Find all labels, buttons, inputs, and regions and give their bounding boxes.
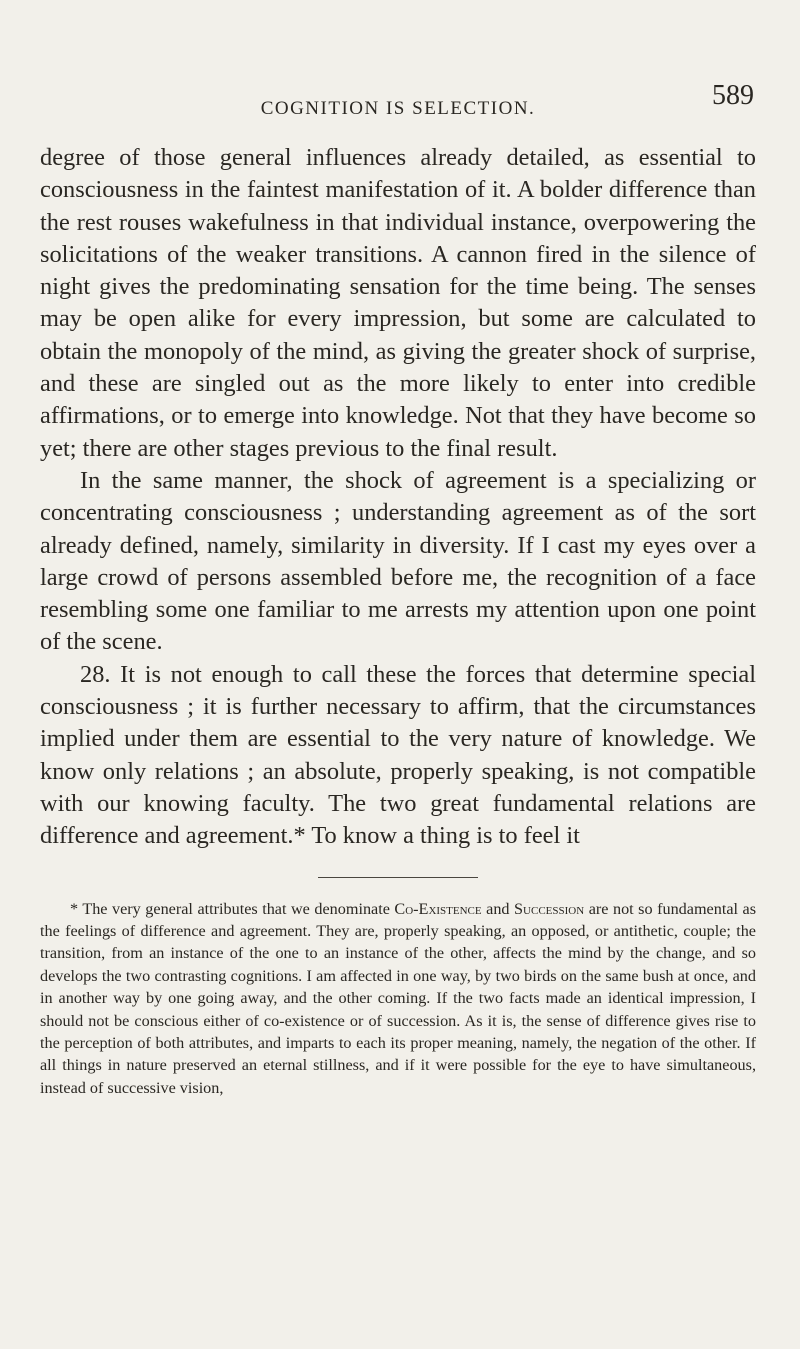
footnote-divider bbox=[318, 877, 478, 878]
footnote-term: Co-Existence bbox=[394, 899, 482, 918]
running-head bbox=[40, 80, 756, 120]
book-page bbox=[40, 80, 756, 1099]
running-title: COGNITION IS SELECTION. bbox=[260, 98, 536, 119]
footnote-connector: and bbox=[481, 899, 515, 918]
footnote-term: Succession bbox=[514, 899, 585, 918]
footnote-body: are not so fundamental as the feelings of difference and agreement. They are, properly speaking, an opposed, or antithetic, couple; the transition, from an instance of the one to an instance of the other, affects the mind by the change, and so develops the two contrasting cognitions. I am affected in one way, by two birds on the same bush at once, and in another way by one going away, and the other coming. If the two facts made an identical impression, I should not be conscious either of co-existence or of succession. As it is, the sense of difference gives rise to the perception of both attributes, and imparts to each its proper meaning, namely, the negation of the other. If all things in nature preserved an eternal stillness, and if it were possible for the eye to have simultaneous, instead of successive vision, bbox=[40, 899, 756, 1097]
footnote bbox=[40, 898, 756, 1100]
page-number: 589 bbox=[712, 80, 754, 111]
main-text bbox=[40, 142, 756, 853]
paragraph: degree of those general influences already detailed, as essential to consciousness in the faintest manifestation of it. A bolder difference than the rest rouses wakefulness in that individual instance, overpowering the solicitations of the weaker transitions. A cannon fired in the silence of night gives the predominating sensation for the time being. The senses may be open alike for every impression, but some are calculated to obtain the monopoly of the mind, as giving the greater shock of surprise, and these are singled out as the more likely to enter into credible affirmations, or to emerge into knowledge. Not that they have become so yet; there are other stages previous to the final result. bbox=[40, 144, 756, 462]
paragraph: 28. It is not enough to call these the forces that determine special consciousness ; it is further necessary to affirm, that the circumstances implied under them are essential to the very nature of knowledge. We know only relations ; an absolute, properly speaking, is not compatible with our knowing faculty. The two great fundamental relations are difference and agreement.* To know a thing is to feel it bbox=[40, 660, 756, 850]
footnote-lead: * The very general attributes that we denominate bbox=[70, 899, 395, 918]
paragraph: In the same manner, the shock of agreement is a specializing or concentrating consciousness ; understanding agreement as of the sort already defined, namely, similarity in diversity. If I cast my eyes over a large crowd of persons assembled before me, the recognition of a face resembling some one familiar to me arrests my attention upon one point of the scene. bbox=[40, 466, 756, 656]
